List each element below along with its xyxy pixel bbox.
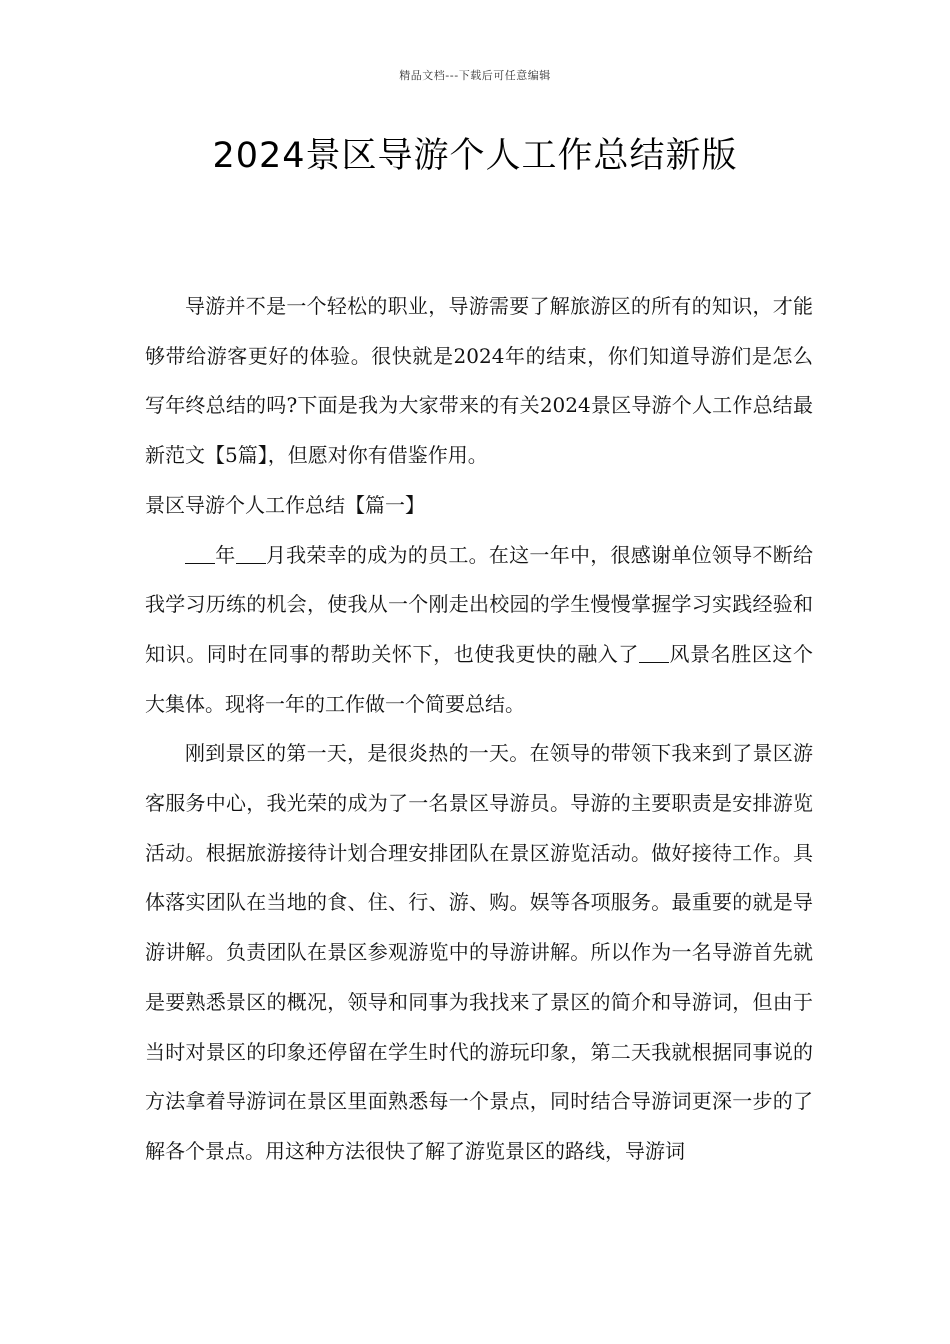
paragraph-segment: 风景名胜区这个大集体。现将一年的工作做一个简要总结。 [145, 641, 814, 716]
section-heading: 景区导游个人工作总结【篇一】 [145, 492, 425, 517]
document-title: 2024景区导游个人工作总结新版 [212, 136, 738, 176]
blank-line [185, 543, 215, 564]
body-paragraph-1 [145, 531, 813, 730]
header-note: 精品文档---下载后可任意编辑 [399, 69, 551, 82]
intro-paragraph: 导游并不是一个轻松的职业，导游需要了解旅游区的所有的知识，才能够带给游客更好的体验。很快就是2024年的结束，你们知道导游们是怎么写年终总结的吗?下面是我为大家带来的有关2024景区导游个人工作总结最新范文【5篇】，但愿对你有借鉴作用。 [145, 294, 813, 468]
paragraph-segment: 月我荣幸的成为的员工。在这一年中，很感谢单位领导不断给我学习历练的机会，使我从一个刚走出校园的学生慢慢掌握学习实践经验和知识。同时在同事的帮助关怀下，也使我更快的融入了 [145, 542, 814, 666]
paragraph-segment: 年 [215, 542, 236, 567]
blank-line [236, 543, 266, 564]
blank-line [639, 642, 669, 663]
body-paragraph-2: 刚到景区的第一天，是很炎热的一天。在领导的带领下我来到了景区游客服务中心，我光荣的成为了一名景区导游员。导游的主要职责是安排游览活动。根据旅游接待计划合理安排团队在景区游览活动。做好接待工作。具体落实团队在当地的食、住、行、游、购。娱等各项服务。最重要的就是导游讲解。负责团队在景区参观游览中的导游讲解。所以作为一名导游首先就是要熟悉景区的概况，领导和同事为我找来了景区的简介和导游词，但由于当时对景区的印象还停留在学生时代的游玩印象，第二天我就根据同事说的方法拿着导游词在景区里面熟悉每一个景点，同时结合导游词更深一步的了解各个景点。用这种方法很快了解了游览景区的路线，导游词 [145, 741, 813, 1163]
document-body [145, 282, 813, 1177]
